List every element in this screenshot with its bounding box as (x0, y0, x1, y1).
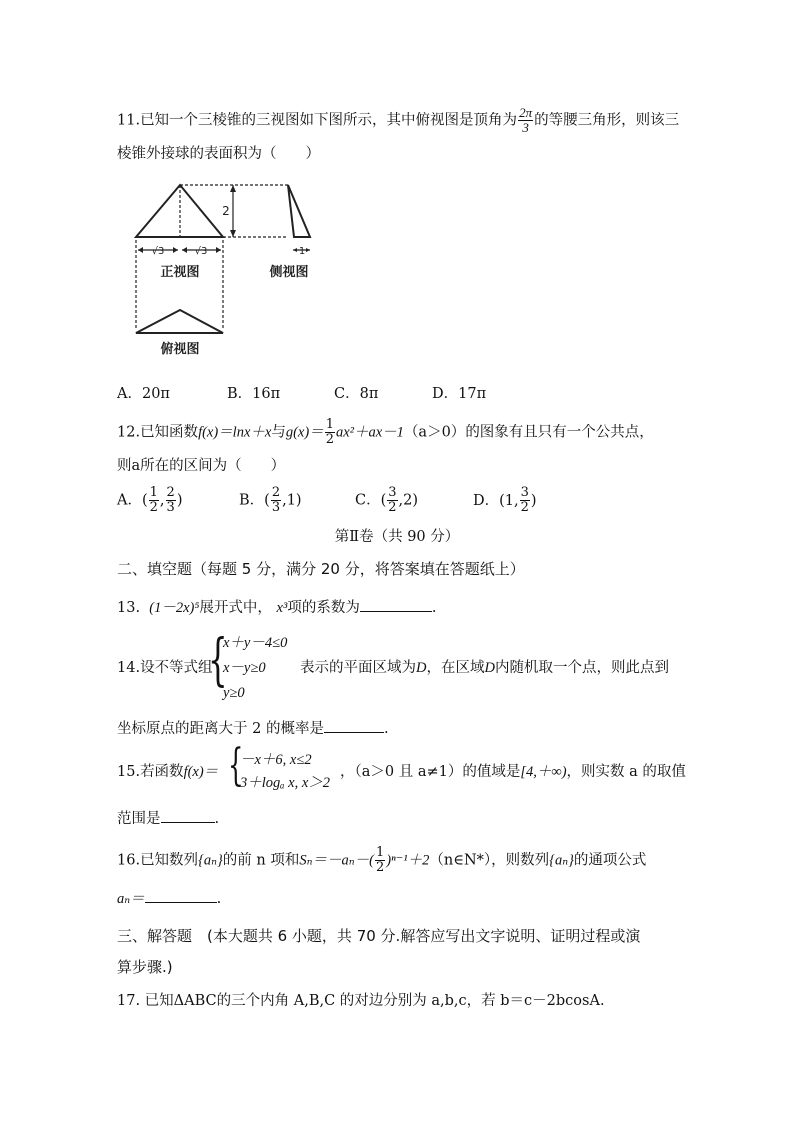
q12-option-d: D．(1, $\frac{3}{2}$ ) (473, 485, 537, 515)
q14-brace: { (208, 628, 228, 693)
q14-ineq-2: x－y≥0 (223, 660, 266, 676)
q13-expr: (1－2x)⁵ (149, 600, 200, 616)
side-view-triangle (288, 185, 310, 237)
q11-fraction: $\frac{2\pi}{3}$ (519, 105, 533, 135)
q17-line (117, 991, 605, 1011)
section3-heading-line1: 三、解答题 (本大题共 6 小题，共 70 分.解答应写出文字说明、证明过程或演 (117, 927, 641, 945)
q15-case-1: －x＋6, x≤2 (240, 752, 312, 768)
height-label: 2 (222, 204, 230, 218)
q11-text-post: 的等腰三角形，则该三 (534, 112, 680, 129)
q12-line2: 则a所在的区间为（ ） (117, 458, 286, 474)
q13-answer-blank[interactable] (360, 597, 432, 612)
q12-f-expr: f(x)＝lnx＋x (198, 424, 272, 441)
q12-g-expr: ax²＋ax－1 (335, 424, 404, 441)
q14-label: 14.设不等式组 (117, 660, 213, 676)
q14-line2: 坐标原点的距离大于 2 的概率是 . (117, 718, 389, 739)
section3-heading-line2: 算步骤.) (117, 958, 173, 976)
q13-number: 13. (117, 600, 141, 616)
q11-number: 11. (117, 112, 141, 129)
q12-text: 与 (271, 424, 286, 441)
q12-option-a: A．( $\frac{1}{2}$ , $\frac{2}{3}$ ) (117, 485, 183, 515)
side-view-caption: 侧视图 (269, 265, 309, 280)
width-label-left: √3 (151, 246, 165, 257)
q12-g-expr: g(x)＝ (285, 424, 324, 441)
q17-number: 17. (117, 993, 141, 1009)
q15-case-2: 3＋logₐ x, x＞2 (240, 775, 331, 791)
section2-heading: 二、填空题（每题 5 分，满分 20 分，将答案填在答题纸上） (117, 560, 525, 578)
part2-title: 第Ⅱ卷（共 90 分） (334, 529, 460, 545)
q11-line1 (117, 106, 679, 135)
q14-ineq-3: y≥0 (223, 685, 245, 701)
q15-answer-blank[interactable] (161, 808, 215, 823)
q12-option-c: C．( $\frac{3}{2}$ ,2) (355, 485, 419, 515)
q12-options (117, 486, 537, 515)
q14-number: 14. (117, 660, 141, 676)
width-label-right: √3 (194, 246, 208, 257)
front-view-caption: 正视图 (160, 265, 200, 280)
three-view-figure (128, 178, 328, 368)
q11-option-d: D．17π (432, 386, 487, 402)
q12-condition: （a＞0） (403, 424, 466, 441)
q15-line1-rest: ，（a＞0 且 a≠1）的值域是[4,＋∞)，则实数 a 的取值 (340, 764, 686, 780)
q11-line2: 棱锥外接球的表面积为（ ） (117, 146, 320, 162)
q15-line1: 15.若函数f(x)＝ (117, 764, 219, 780)
q12-text: 的图象有且只有一个公共点， (465, 424, 654, 441)
top-view-caption: 俯视图 (160, 342, 200, 357)
top-view-triangle (136, 310, 223, 333)
q11-option-c: C．8π (334, 386, 379, 402)
q12-option-b: B．( $\frac{2}{3}$ ,1) (239, 485, 302, 515)
q12-text: 已知函数 (140, 424, 199, 441)
q17-text: 已知ΔABC的三个内角 A,B,C 的对边分别为 a,b,c，若 b＝c－2bcosA. (144, 993, 605, 1009)
q15-number: 15. (117, 764, 141, 780)
q12-line1 (117, 418, 654, 447)
side-width-label: 1 (298, 246, 306, 257)
q11-options (117, 384, 486, 404)
q14-ineq-1: x＋y－4≤0 (223, 635, 288, 651)
q15-line2: 范围是 . (117, 808, 219, 829)
q11-text-pre: 已知一个三棱锥的三视图如下图所示，其中俯视图是顶角为 (140, 112, 518, 129)
q16-line1: 16.已知数列{aₙ}的前 n 项和Sₙ＝－aₙ－( $\frac{1}{2}$ )ⁿ⁻¹＋2（n∈N*），则数列{aₙ}的通项公式 (117, 845, 647, 875)
q15-brace: { (228, 740, 244, 791)
q12-fraction: $\frac{1}{2}$ (325, 417, 334, 447)
q11-option-a: A．20π (117, 386, 170, 402)
q16-answer-blank[interactable] (145, 888, 217, 903)
q11-option-b: B．16π (227, 386, 281, 402)
q16-line2: aₙ＝ . (117, 888, 221, 909)
q16-number: 16. (117, 852, 141, 869)
q12-number: 12. (117, 424, 141, 441)
q14-answer-blank[interactable] (324, 718, 384, 733)
q14-line1-rest: 表示的平面区域为D，在区域D内随机取一个点，则此点到 (300, 660, 669, 676)
q13-line: 13. (1－2x)⁵展开式中， x³项的系数为 . (117, 597, 436, 618)
